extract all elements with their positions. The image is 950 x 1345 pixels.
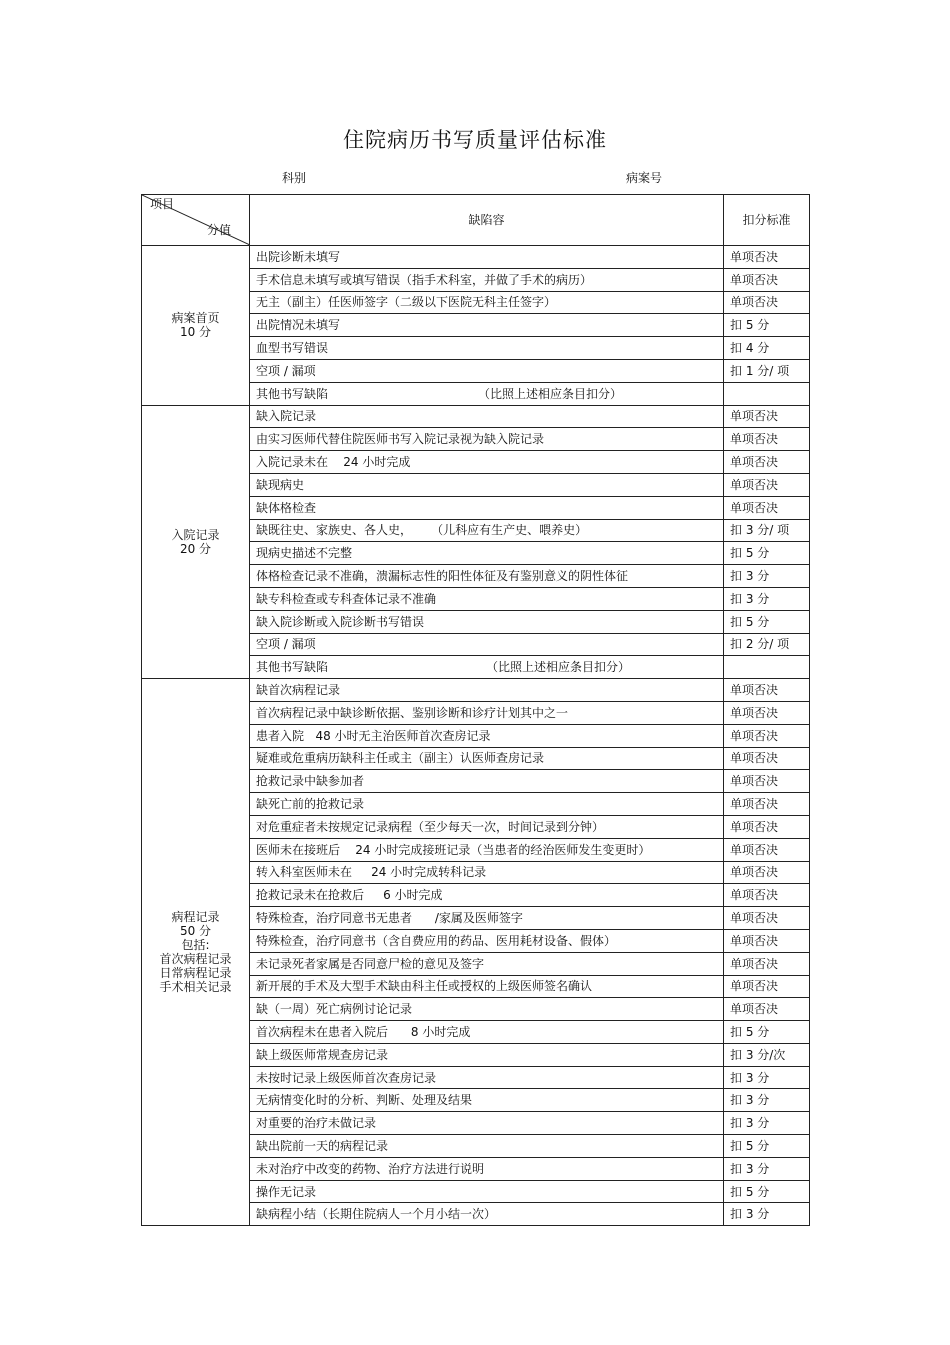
defect-cell [250, 246, 724, 269]
defect-text: 缺入院诊断或入院诊断书写错误 [256, 614, 425, 629]
defect-text: 未按时记录上级医师首次查房记录 [256, 1070, 437, 1085]
section-name: 病案首页 [171, 311, 220, 326]
defect-cell [250, 382, 724, 405]
deduct-cell: 扣 3 分/ 项 [724, 519, 810, 542]
deduct-cell: 单项否决 [724, 451, 810, 474]
defect-text: 抢救记录中缺参加者 [256, 774, 365, 789]
defect-cell [250, 359, 724, 382]
defect-cell [250, 1043, 724, 1066]
deduct-cell: 扣 5 分 [724, 314, 810, 337]
evaluation-table [141, 194, 810, 1226]
defect-cell [250, 1112, 724, 1135]
defect-cell [250, 907, 724, 930]
defect-text: 患者入院 48 小时无主治医师首次查房记录 [256, 728, 491, 743]
defect-cell [250, 724, 724, 747]
section-name: 入院记录 [171, 527, 220, 542]
defect-cell [250, 929, 724, 952]
defect-text: 首次病程未在患者入院后 8 小时完成 [256, 1024, 471, 1039]
defect-cell [250, 1135, 724, 1158]
department-label: 科别 [282, 171, 307, 185]
defect-text: 操作无记录 [256, 1184, 317, 1199]
defect-cell [250, 1157, 724, 1180]
defect-text: 缺死亡前的抢救记录 [256, 797, 365, 812]
header-defect-label: 缺陷容 [250, 195, 724, 246]
deduct-cell: 单项否决 [724, 724, 810, 747]
deduct-cell: 单项否决 [724, 473, 810, 496]
section-cell [142, 246, 250, 406]
defect-text: 缺上级医师常规查房记录 [256, 1047, 389, 1062]
defect-cell [250, 952, 724, 975]
defect-cell [250, 793, 724, 816]
defect-text: 缺专科检查或专科查体记录不准确 [256, 591, 437, 606]
defect-cell [250, 291, 724, 314]
deduct-cell: 扣 2 分/ 项 [724, 633, 810, 656]
section-points: 50 分 [179, 924, 212, 939]
section-subitem: 日常病程记录 [159, 966, 232, 981]
deduct-cell: 单项否决 [724, 815, 810, 838]
header-diagonal-cell [142, 195, 250, 246]
section-subitem: 手术相关记录 [159, 980, 232, 995]
defect-text: 体格检查记录不准确，溃漏标志性的阳性体征及有鉴别意义的阴性体征 [256, 569, 629, 584]
deduct-cell: 扣 5 分 [724, 1135, 810, 1158]
defect-cell [250, 884, 724, 907]
deduct-cell: 扣 3 分 [724, 1203, 810, 1226]
defect-text: 缺（一周）死亡病例讨论记录 [256, 1002, 413, 1017]
defect-cell [250, 861, 724, 884]
deduct-cell: 扣 3 分/次 [724, 1043, 810, 1066]
deduct-cell [724, 382, 810, 405]
defect-cell [250, 542, 724, 565]
deduct-cell: 单项否决 [724, 861, 810, 884]
deduct-cell: 单项否决 [724, 770, 810, 793]
table-row [142, 679, 810, 702]
defect-text: 血型书写错误 [256, 341, 329, 356]
deduct-cell: 扣 3 分 [724, 587, 810, 610]
defect-cell [250, 519, 724, 542]
defect-text: 现病史描述不完整 [256, 546, 353, 561]
deduct-cell: 单项否决 [724, 838, 810, 861]
defect-text: 缺入院记录 [256, 409, 317, 424]
defect-cell [250, 428, 724, 451]
defect-note: （比照上述相应条目扣分） [478, 386, 623, 401]
table-row [142, 246, 810, 269]
defect-note: （比照上述相应条目扣分） [486, 660, 631, 675]
defect-cell [250, 314, 724, 337]
case-number-label: 病案号 [626, 171, 663, 185]
deduct-cell: 单项否决 [724, 907, 810, 930]
deduct-cell: 扣 3 分 [724, 565, 810, 588]
deduct-cell: 单项否决 [724, 884, 810, 907]
deduct-cell: 单项否决 [724, 405, 810, 428]
deduct-cell: 扣 3 分 [724, 1089, 810, 1112]
deduct-cell: 扣 1 分/ 项 [724, 359, 810, 382]
table-header-row [142, 195, 810, 246]
defect-text: 首次病程记录中缺诊断依据、鉴别诊断和诊疗计划其中之一 [256, 705, 569, 720]
defect-text: 特殊检查，治疗同意书（含自费应用的药品、医用耗材设备、假体） [256, 933, 617, 948]
deduct-cell: 单项否决 [724, 246, 810, 269]
defect-cell [250, 451, 724, 474]
defect-cell [250, 679, 724, 702]
deduct-cell: 扣 5 分 [724, 1180, 810, 1203]
defect-text: 手术信息未填写或填写错误（指手术科室，并做了手术的病历） [256, 272, 593, 287]
defect-cell [250, 1089, 724, 1112]
defect-text: 由实习医师代替住院医师书写入院记录视为缺入院记录 [256, 432, 545, 447]
defect-cell [250, 770, 724, 793]
header-deduct-label: 扣分标准 [724, 195, 810, 246]
table-row [142, 405, 810, 428]
defect-text: 未记录死者家属是否同意尸检的意见及签字 [256, 956, 485, 971]
page-title: 住院病历书写质量评估标准 [343, 128, 607, 152]
deduct-cell: 单项否决 [724, 975, 810, 998]
defect-cell [250, 337, 724, 360]
deduct-cell: 扣 3 分 [724, 1112, 810, 1135]
deduct-cell: 扣 5 分 [724, 542, 810, 565]
defect-text: 缺首次病程记录 [256, 683, 341, 698]
defect-text: 其他书写缺陷 [256, 386, 329, 401]
defect-text: 对危重症者未按规定记录病程（至少每天一次，时间记录到分钟） [256, 819, 605, 834]
defect-cell [250, 1066, 724, 1089]
defect-cell [250, 998, 724, 1021]
defect-cell [250, 565, 724, 588]
section-cell [142, 405, 250, 679]
defect-cell [250, 268, 724, 291]
deduct-cell: 单项否决 [724, 929, 810, 952]
section-points: 10 分 [179, 325, 212, 340]
defect-text: 缺既往史、家族史、各人史， （儿科应有生产史、喂养史） [256, 523, 588, 538]
defect-cell [250, 975, 724, 998]
defect-text: 抢救记录未在抢救后 6 小时完成 [256, 888, 443, 903]
defect-cell [250, 587, 724, 610]
defect-text: 疑难或危重病历缺科主任或主（副主）认医师查房记录 [256, 751, 545, 766]
defect-text: 特殊检查，治疗同意书无患者 /家属及医师签字 [256, 911, 523, 925]
deduct-cell: 扣 5 分 [724, 610, 810, 633]
defect-text: 缺体格检查 [256, 500, 317, 515]
deduct-cell: 单项否决 [724, 679, 810, 702]
defect-text: 出院诊断未填写 [256, 249, 341, 264]
section-cell [142, 679, 250, 1226]
defect-cell [250, 1203, 724, 1226]
deduct-cell: 单项否决 [724, 793, 810, 816]
defect-text: 医师未在接班后 24 小时完成接班记录（当患者的经治医师发生变更时） [256, 842, 651, 857]
defect-text: 转入科室医师未在 24 小时完成转科记录 [256, 865, 487, 880]
deduct-cell: 单项否决 [724, 747, 810, 770]
deduct-cell: 扣 3 分 [724, 1157, 810, 1180]
defect-text: 其他书写缺陷 [256, 660, 329, 675]
defect-cell [250, 1021, 724, 1044]
deduct-cell: 单项否决 [724, 701, 810, 724]
header-item-label: 项目 [150, 197, 175, 211]
defect-cell [250, 656, 724, 679]
header-score-label: 分值 [206, 223, 231, 237]
defect-text: 无病情变化时的分析、判断、处理及结果 [256, 1093, 473, 1108]
deduct-cell: 单项否决 [724, 998, 810, 1021]
defect-cell [250, 496, 724, 519]
defect-text: 缺病程小结（长期住院病人一个月小结一次） [256, 1207, 497, 1222]
defect-text: 新开展的手术及大型手术缺由科主任或授权的上级医师签名确认 [256, 979, 593, 994]
defect-text: 未对治疗中改变的药物、治疗方法进行说明 [256, 1161, 485, 1176]
defect-cell [250, 633, 724, 656]
defect-text: 空项 / 漏项 [256, 637, 316, 652]
defect-text: 入院记录未在 24 小时完成 [256, 455, 411, 470]
deduct-cell: 扣 3 分 [724, 1066, 810, 1089]
deduct-cell: 扣 5 分 [724, 1021, 810, 1044]
defect-cell [250, 1180, 724, 1203]
deduct-cell: 单项否决 [724, 428, 810, 451]
section-name: 病程记录 [171, 910, 220, 925]
deduct-cell [724, 656, 810, 679]
defect-cell [250, 405, 724, 428]
section-subitem: 首次病程记录 [159, 952, 232, 967]
deduct-cell: 单项否决 [724, 268, 810, 291]
deduct-cell: 扣 4 分 [724, 337, 810, 360]
defect-text: 对重要的治疗未做记录 [256, 1116, 377, 1131]
section-points: 20 分 [179, 541, 212, 556]
defect-text: 出院情况未填写 [256, 318, 341, 333]
defect-text: 无主（副主）任医师签字（二级以下医院无科主任签字） [256, 295, 557, 310]
defect-text: 缺出院前一天的病程记录 [256, 1138, 389, 1153]
defect-text: 缺现病史 [256, 477, 305, 492]
deduct-cell: 单项否决 [724, 496, 810, 519]
deduct-cell: 单项否决 [724, 952, 810, 975]
defect-cell [250, 610, 724, 633]
defect-cell [250, 701, 724, 724]
defect-cell [250, 747, 724, 770]
defect-cell [250, 815, 724, 838]
section-subitem: 包括: [181, 938, 210, 953]
deduct-cell: 单项否决 [724, 291, 810, 314]
defect-text: 空项 / 漏项 [256, 363, 316, 378]
defect-cell [250, 473, 724, 496]
defect-cell [250, 838, 724, 861]
